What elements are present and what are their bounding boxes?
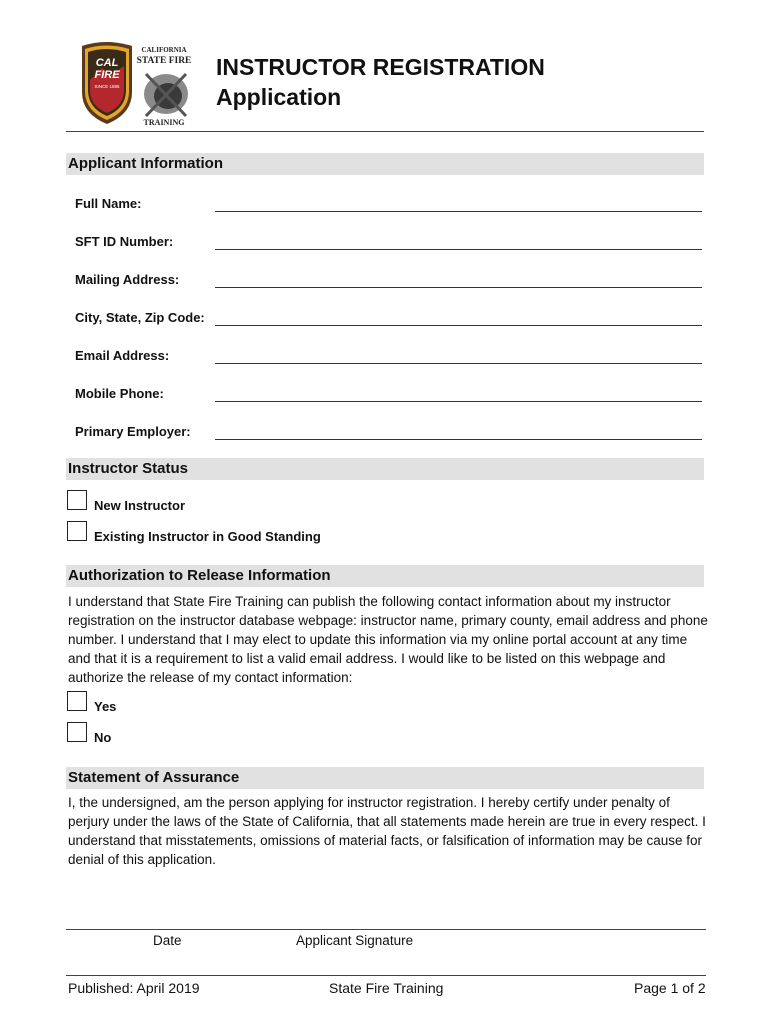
city-state-zip-input[interactable] [215, 307, 702, 326]
header-divider [66, 131, 704, 132]
mobile-phone-label: Mobile Phone: [75, 386, 164, 401]
page-number: Page 1 of 2 [634, 980, 706, 996]
mailing-address-label: Mailing Address: [75, 272, 180, 287]
svg-text:SINCE 1885: SINCE 1885 [94, 84, 120, 89]
title-line-1: INSTRUCTOR REGISTRATION [216, 54, 545, 80]
mobile-phone-input[interactable] [215, 383, 702, 402]
authorization-heading: Authorization to Release Information [66, 565, 704, 587]
primary-employer-input[interactable] [215, 421, 702, 440]
svg-text:CALIFORNIA: CALIFORNIA [141, 46, 187, 54]
date-label: Date [153, 933, 182, 948]
email-address-label: Email Address: [75, 348, 170, 363]
release-yes-checkbox[interactable] [67, 691, 87, 711]
email-address-input[interactable] [215, 345, 702, 364]
existing-instructor-checkbox[interactable] [67, 521, 87, 541]
assurance-heading: Statement of Assurance [66, 767, 704, 789]
release-no-label: No [94, 730, 112, 745]
sft-id-label: SFT ID Number: [75, 234, 174, 249]
assurance-text: I, the undersigned, am the person applying for instructor registration. I hereby certify under penalty of perjury under the laws of the State of California, that all statements made herein are true in every respect. I understand that misstatements, omissions of material facts, or falsification of information may be cause for denial of this application. [68, 795, 706, 867]
existing-instructor-label: Existing Instructor in Good Standing [94, 529, 321, 544]
footer-divider [66, 975, 706, 976]
sft-id-input[interactable] [215, 231, 702, 250]
page-title [216, 52, 545, 112]
svg-text:CAL: CAL [95, 57, 119, 69]
applicant-information-heading: Applicant Information [66, 153, 704, 175]
title-line-2: Application [216, 84, 342, 110]
primary-employer-label: Primary Employer: [75, 424, 191, 439]
signature-line[interactable] [66, 929, 706, 930]
calfire-badge-icon [76, 36, 200, 128]
new-instructor-checkbox[interactable] [67, 490, 87, 510]
published-date: Published: April 2019 [68, 980, 200, 996]
svg-text:FIRE: FIRE [94, 69, 120, 81]
city-state-zip-label: City, State, Zip Code: [75, 310, 205, 325]
full-name-label: Full Name: [75, 196, 142, 211]
state-fire-training-logo [76, 36, 200, 128]
svg-text:TRAINING: TRAINING [143, 118, 185, 127]
release-no-checkbox[interactable] [67, 722, 87, 742]
release-yes-label: Yes [94, 699, 117, 714]
instructor-status-heading: Instructor Status [66, 458, 704, 480]
new-instructor-label: New Instructor [94, 498, 186, 513]
mailing-address-input[interactable] [215, 269, 702, 288]
applicant-signature-label: Applicant Signature [296, 933, 414, 948]
authorization-text: I understand that State Fire Training can publish the following contact information about my instructor registration on the instructor database webpage: instructor name, primary county, email address and phone number. I understand that I may elect to update this information via my online portal account at any time and that it is a requirement to list a valid email address. I would like to be listed on this webpage and authorize the release of my contact information: [68, 594, 708, 685]
full-name-input[interactable] [215, 193, 702, 212]
svg-text:STATE FIRE: STATE FIRE [136, 56, 192, 66]
footer-org: State Fire Training [329, 980, 444, 996]
